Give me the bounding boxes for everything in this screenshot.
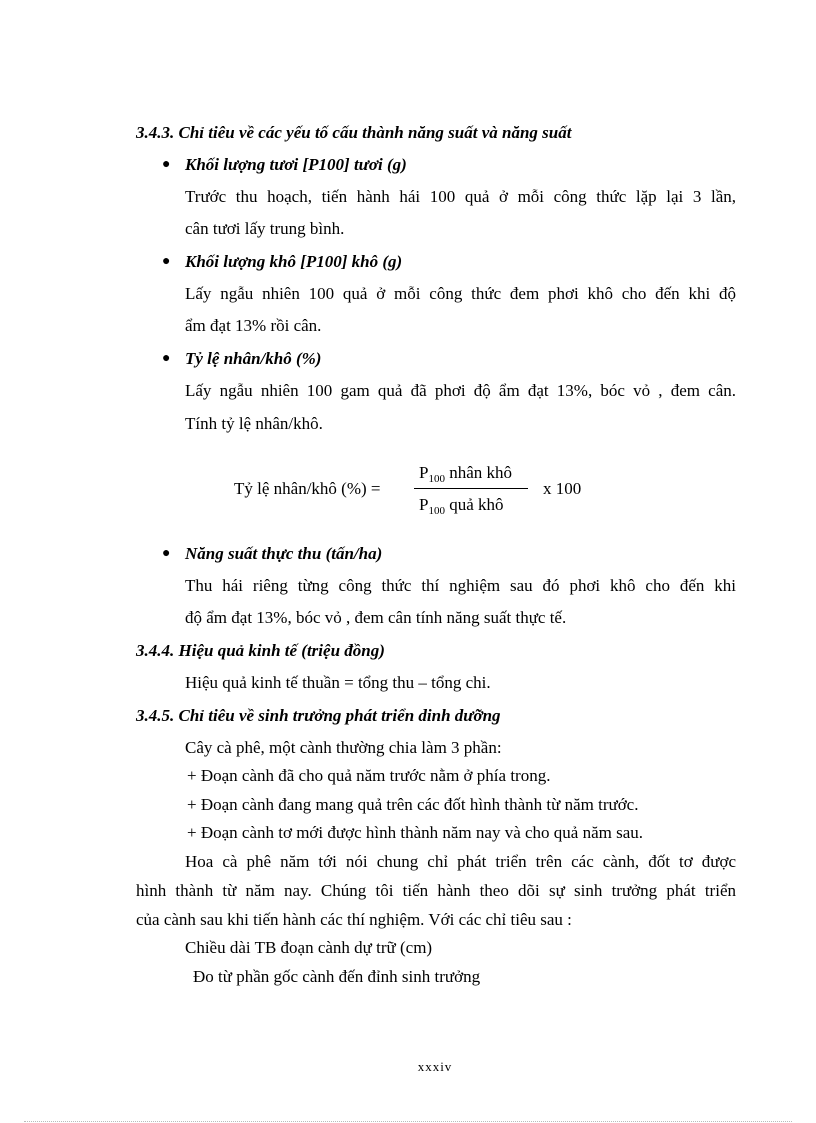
formula-lhs: Tỷ lệ nhân/khô (%) = <box>234 479 381 498</box>
item-dry-weight-line-2: ẩm đạt 13% rồi cân. <box>185 316 322 335</box>
paragraph-line-3: của cành sau khi tiến hành các thí nghiệm. Với các chỉ tiêu sau : <box>136 910 572 929</box>
bullet-icon: ● <box>162 546 171 561</box>
section-3-4-3-title: 3.4.3. Chỉ tiêu về các yếu tố cấu thành năng suất và năng suất <box>136 123 572 142</box>
item-fresh-weight-line-1: Trước thu hoạch, tiến hành hái 100 quả ở mỗi công thức lặp lại 3 lần, <box>185 187 736 206</box>
item-yield-line-1: Thu hái riêng từng công thức thí nghiệm sau đó phơi khô cho đến khi <box>185 576 736 595</box>
item-dry-weight-heading: Khối lượng khô [P100] khô (g) <box>185 252 403 271</box>
item-yield-heading: Năng suất thực thu (tấn/ha) <box>185 544 383 563</box>
formula-numerator: $P_{100}$ nhân khô <box>419 463 513 485</box>
section-3-4-5-title: 3.4.5. Chỉ tiêu về sinh trưởng phát triển dinh dưỡng <box>136 706 501 725</box>
item-kernel-ratio-line-1: Lấy ngẫu nhiên 100 gam quả đã phơi độ ẩm đạt 13%, bóc vỏ , đem cân. <box>185 381 736 400</box>
item-dry-weight-line-1: Lấy ngẫu nhiên 100 quả ở mỗi công thức đem phơi khô cho đến khi độ <box>185 284 736 303</box>
metric-title: Chiều dài TB đoạn cành dự trữ (cm) <box>185 938 433 957</box>
branch-part-3: + Đoạn cành tơ mới được hình thành năm nay và cho quả năm sau. <box>187 823 644 842</box>
branch-part-2: + Đoạn cành đang mang quả trên các đốt hình thành từ năm trước. <box>187 795 639 814</box>
page-bottom-divider <box>24 1121 792 1122</box>
paragraph-line-2: hình thành từ năm nay. Chúng tôi tiến hành theo dõi sự sinh trưởng phát triển <box>136 881 736 900</box>
item-yield-line-2: độ ẩm đạt 13%, bóc vỏ , đem cân tính năng suất thực tế. <box>185 608 567 627</box>
paragraph-line-1: Hoa cà phê năm tới nói chung chỉ phát triển trên các cành, đốt tơ được <box>185 852 736 871</box>
fraction-bar <box>414 488 528 489</box>
bullet-icon: ● <box>162 351 171 366</box>
formula-multiplier: x 100 <box>543 479 582 498</box>
item-fresh-weight-line-2: cân tươi lấy trung bình. <box>185 219 345 238</box>
item-kernel-ratio-heading: Tỷ lệ nhân/khô (%) <box>185 349 322 368</box>
metric-note: Đo từ phần gốc cành đến đỉnh sinh trưởng <box>193 967 481 986</box>
item-kernel-ratio-line-2: Tính tỷ lệ nhân/khô. <box>185 414 323 433</box>
page-number: xxxiv <box>417 1059 453 1074</box>
section-3-4-5-intro: Cây cà phê, một cành thường chia làm 3 phần: <box>185 738 502 757</box>
bullet-icon: ● <box>162 254 171 269</box>
bullet-icon: ● <box>162 157 171 172</box>
formula-denominator: $P_{100}$ quả khô <box>419 495 504 517</box>
section-3-4-4-text: Hiệu quả kinh tế thuần = tổng thu – tổng chi. <box>185 673 491 692</box>
item-fresh-weight-heading: Khối lượng tươi [P100] tươi (g) <box>185 155 407 174</box>
branch-part-1: + Đoạn cành đã cho quả năm trước nằm ở phía trong. <box>187 766 551 785</box>
section-3-4-4-title: 3.4.4. Hiệu quả kinh tế (triệu đồng) <box>136 641 385 660</box>
